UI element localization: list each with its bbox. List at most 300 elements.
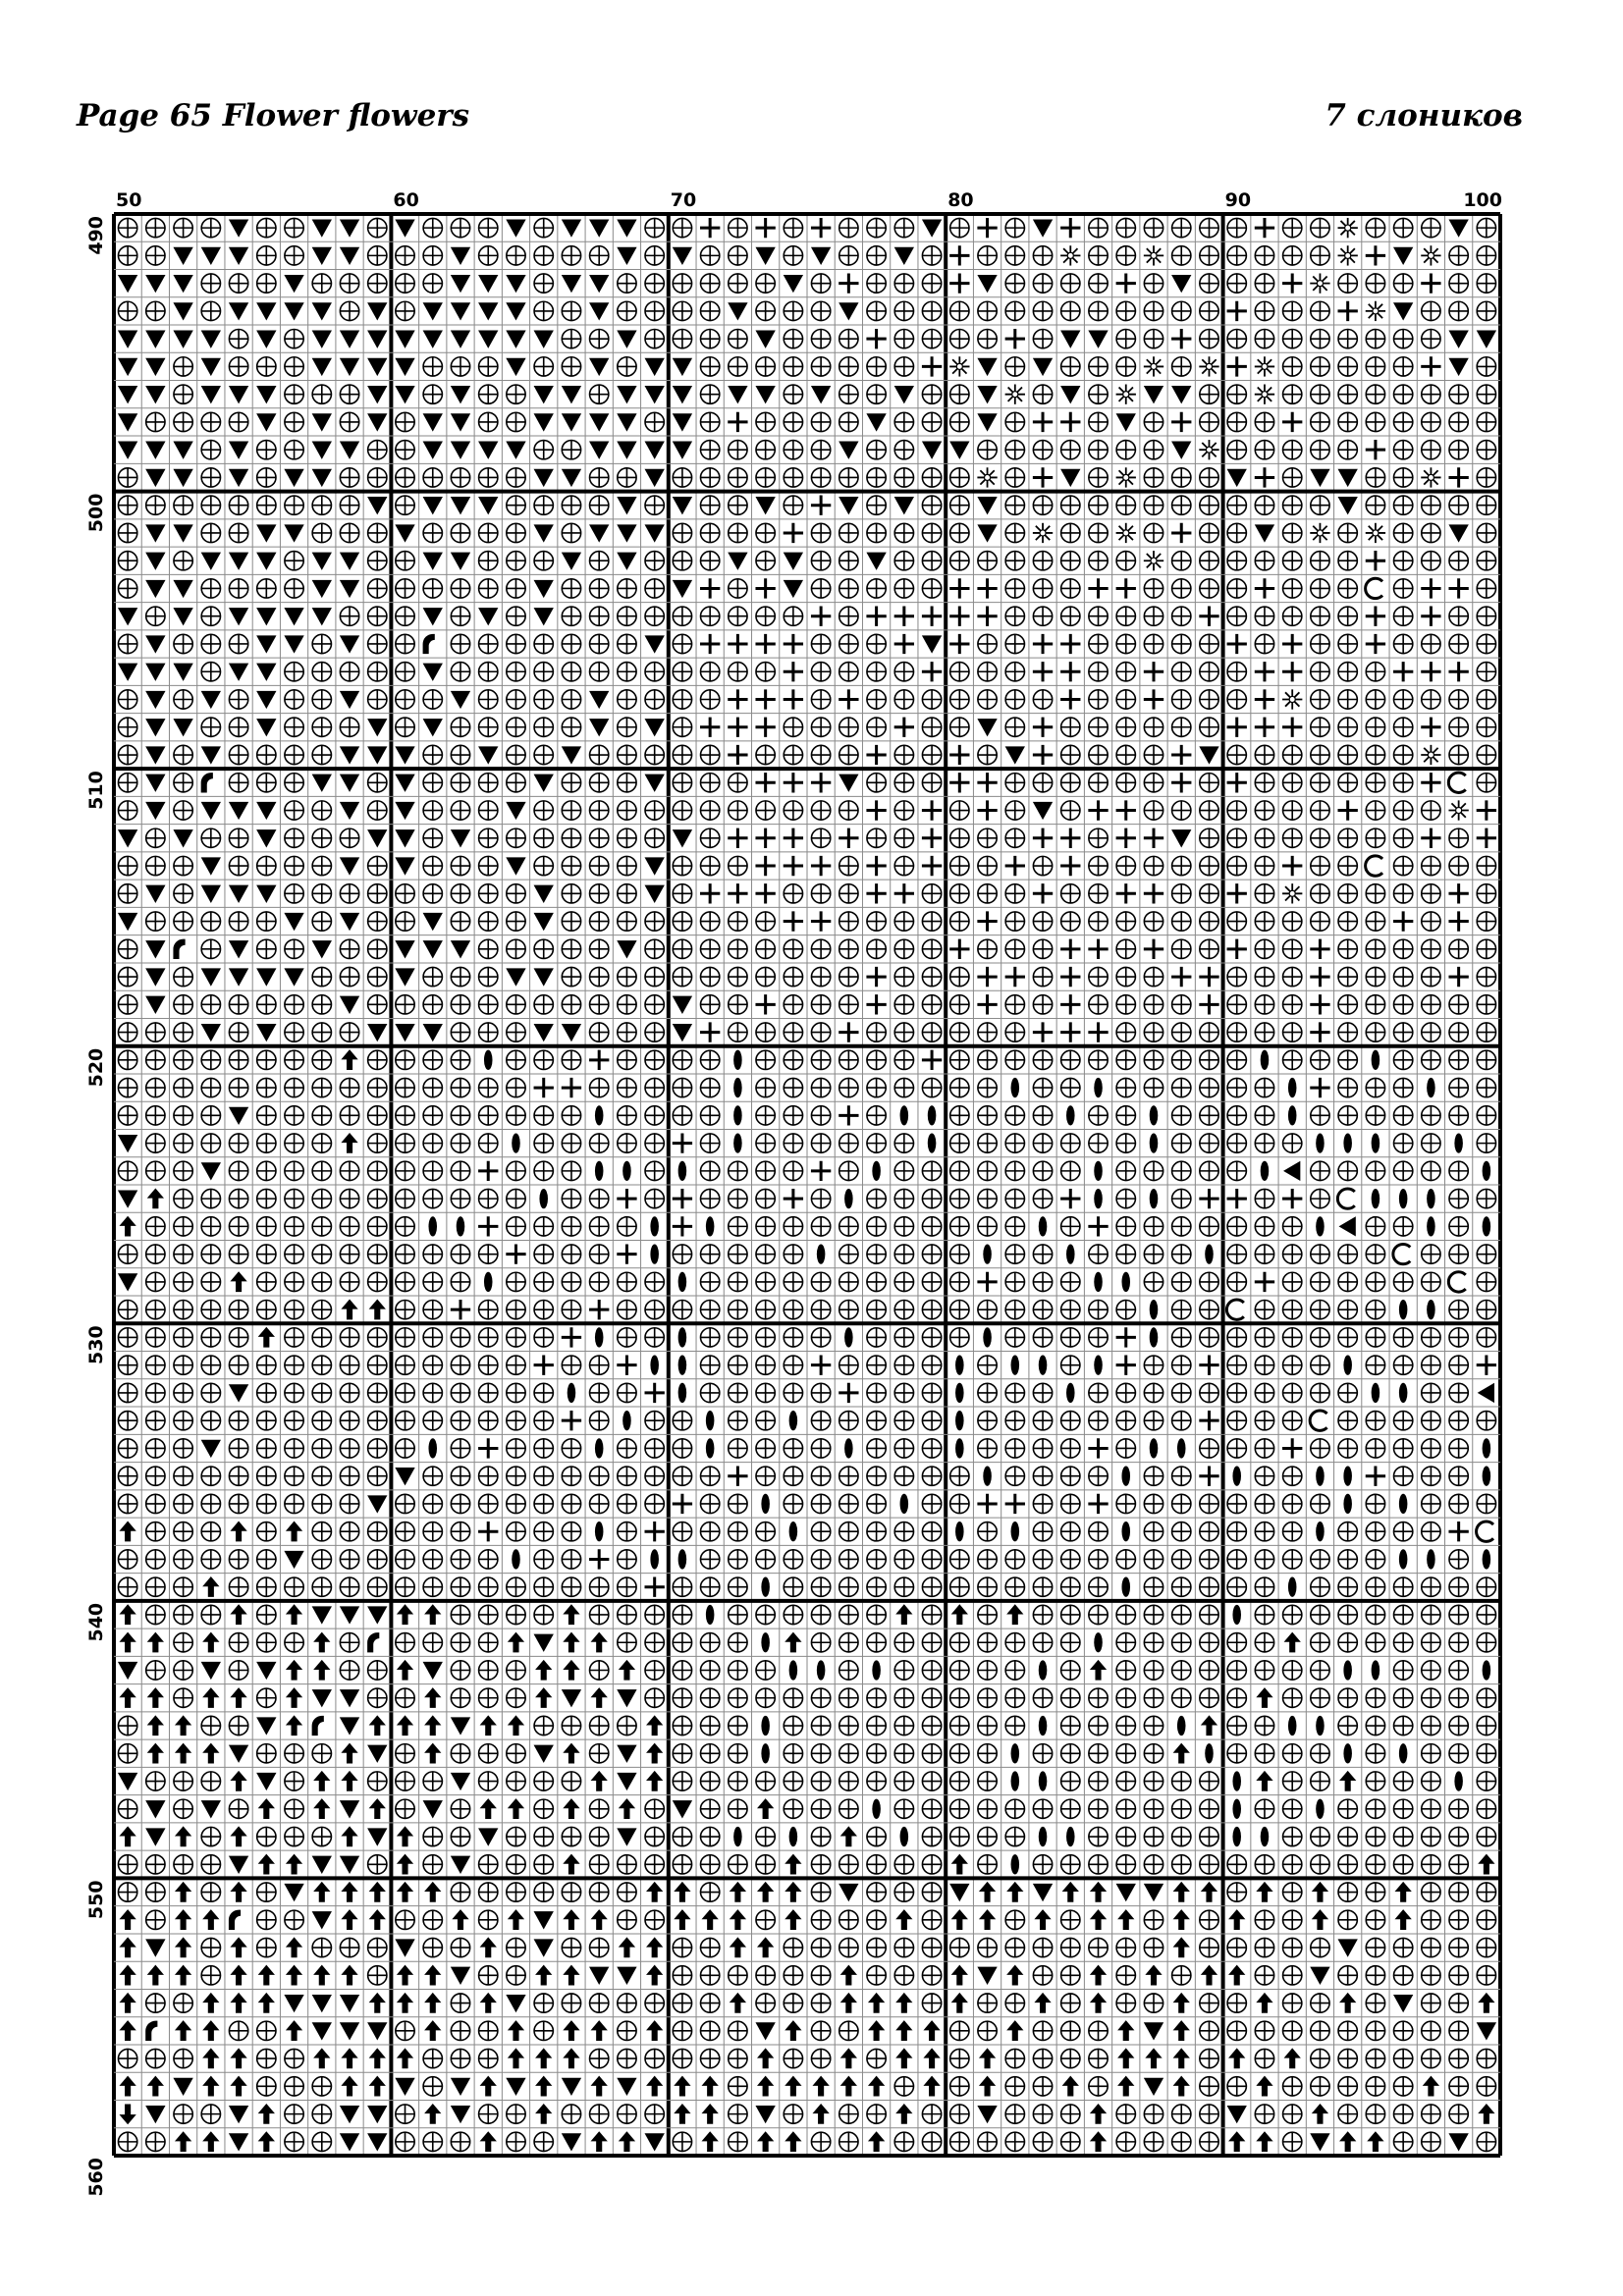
stitch-arrow-up <box>979 1909 996 1930</box>
stitch-oval <box>1150 1300 1159 1319</box>
stitch-circle-cross <box>1116 1855 1135 1874</box>
stitch-plus <box>728 412 747 432</box>
stitch-triangle-down <box>395 219 414 237</box>
stitch-triangle-down <box>118 1190 137 1207</box>
stitch-circle-cross <box>1449 1356 1468 1374</box>
stitch-circle-cross <box>312 995 331 1014</box>
stitch-circle-cross <box>1061 1134 1080 1152</box>
stitch-circle-cross <box>174 1439 192 1458</box>
stitch-circle-cross <box>922 523 941 542</box>
stitch-circle-cross <box>1366 663 1384 681</box>
stitch-circle-cross <box>1311 663 1329 681</box>
stitch-plus <box>1448 662 1468 681</box>
stitch-circle-cross <box>396 1577 414 1596</box>
stitch-arrow-up <box>1201 1715 1217 1735</box>
stitch-circle-cross <box>146 1272 165 1291</box>
stitch-circle-cross <box>285 412 303 431</box>
stitch-circle-cross <box>1311 1550 1329 1569</box>
stitch-circle-cross <box>534 2021 553 2040</box>
stitch-circle-cross <box>1033 995 1052 1014</box>
stitch-circle-cross <box>1200 1078 1218 1096</box>
stitch-circle-cross <box>229 1217 247 1236</box>
stitch-arrow-up <box>1034 1993 1051 2013</box>
stitch-circle-cross <box>479 357 498 376</box>
stitch-circle-cross <box>368 690 387 709</box>
stitch-triangle-down <box>1338 469 1358 487</box>
stitch-plus <box>1088 1022 1108 1041</box>
stitch-circle-cross <box>368 1550 387 1569</box>
stitch-plus <box>977 578 997 598</box>
stitch-circle-cross <box>1422 939 1440 958</box>
stitch-circle-cross <box>1477 1938 1495 1956</box>
stitch-triangle-down <box>256 331 276 348</box>
stitch-circle-cross <box>1116 663 1135 681</box>
stitch-circle-cross <box>1394 801 1413 820</box>
stitch-circle-cross <box>811 690 830 709</box>
stitch-circle-cross <box>673 1827 691 1845</box>
stitch-circle-cross <box>1061 2132 1080 2151</box>
stitch-circle-cross <box>1089 357 1108 376</box>
stitch-plus <box>755 856 775 876</box>
stitch-arrow-up <box>480 2131 497 2152</box>
stitch-arrow-up <box>840 1826 857 1846</box>
stitch-circle-cross <box>340 939 358 958</box>
stitch-circle-cross <box>507 1661 525 1680</box>
stitch-circle-cross <box>229 1189 247 1207</box>
stitch-circle-cross <box>729 2105 747 2123</box>
stitch-circle-cross <box>507 1300 525 1318</box>
stitch-circle-cross <box>950 1633 969 1652</box>
stitch-triangle-down <box>284 302 303 320</box>
stitch-plus <box>589 1300 609 1319</box>
stitch-circle-cross <box>1311 385 1329 403</box>
stitch-circle-cross <box>839 856 858 875</box>
stitch-circle-cross <box>922 1883 941 1901</box>
stitch-circle-cross <box>340 1328 358 1347</box>
stitch-circle-cross <box>645 828 664 847</box>
stitch-circle-cross <box>1116 218 1135 237</box>
stitch-circle-cross <box>590 774 609 792</box>
stitch-arrow-up <box>202 1909 219 1930</box>
stitch-plus <box>1171 773 1191 792</box>
stitch-circle-cross <box>950 329 969 347</box>
stitch-arrow-up <box>397 1715 413 1735</box>
stitch-circle-cross <box>285 1910 303 1929</box>
stitch-circle-cross <box>118 1161 136 1180</box>
stitch-arrow-up <box>119 1826 135 1846</box>
stitch-plus <box>811 218 831 238</box>
stitch-circle-cross <box>1227 412 1246 431</box>
stitch-circle-cross <box>1477 884 1495 903</box>
stitch-circle-cross <box>922 1799 941 1818</box>
stitch-arrow-up <box>1312 2104 1328 2124</box>
stitch-triangle-down <box>312 1689 332 1707</box>
stitch-circle-cross <box>1283 995 1302 1014</box>
stitch-circle-cross <box>894 967 913 986</box>
stitch-circle-cross <box>839 1134 858 1152</box>
stitch-triangle-down <box>534 1634 554 1652</box>
stitch-plus <box>1227 773 1247 792</box>
stitch-oval <box>1039 1356 1048 1375</box>
stitch-circle-cross <box>978 1356 997 1374</box>
stitch-circle-cross <box>1394 1134 1413 1152</box>
stitch-circle-cross <box>922 1938 941 1956</box>
stitch-triangle-down <box>423 608 443 625</box>
stitch-triangle-down <box>145 664 165 681</box>
stitch-arrow-up <box>1145 1965 1162 1986</box>
stitch-plus <box>811 773 831 792</box>
stitch-circle-cross <box>784 1300 802 1318</box>
stitch-circle-cross <box>1227 1439 1246 1458</box>
stitch-circle-cross <box>1255 1383 1273 1402</box>
stitch-triangle-down <box>118 1135 137 1152</box>
stitch-circle-cross <box>950 856 969 875</box>
stitch-circle-cross <box>312 1217 331 1236</box>
stitch-circle-cross <box>1116 2132 1135 2151</box>
stitch-arrow-up <box>1173 1909 1190 1930</box>
stitch-plus <box>866 883 886 903</box>
stitch-circle-cross <box>1477 1605 1495 1624</box>
stitch-plus <box>1060 939 1080 959</box>
stitch-circle-cross <box>451 634 469 653</box>
stitch-circle-cross <box>811 1050 830 1069</box>
stitch-circle-cross <box>340 1383 358 1402</box>
stitch-circle-cross <box>368 663 387 681</box>
stitch-circle-cross <box>811 274 830 293</box>
stitch-arrow-up <box>1173 1882 1190 1902</box>
stitch-circle-cross <box>423 1522 442 1541</box>
stitch-circle-cross <box>1116 1023 1135 1041</box>
stitch-arrow-up <box>730 1882 746 1902</box>
stitch-plus <box>1255 218 1274 238</box>
stitch-circle-cross <box>950 718 969 736</box>
stitch-circle-cross <box>894 1412 913 1430</box>
stitch-circle-cross <box>1116 1383 1135 1402</box>
stitch-circle-cross <box>507 939 525 958</box>
stitch-circle-cross <box>1449 1217 1468 1236</box>
stitch-circle-cross <box>1089 1522 1108 1541</box>
stitch-circle-cross <box>257 1106 276 1125</box>
stitch-triangle-down <box>145 553 165 570</box>
stitch-circle-cross <box>312 1439 331 1458</box>
stitch-quarter-moon <box>229 1910 241 1930</box>
stitch-circle-cross <box>368 1938 387 1956</box>
stitch-circle-cross <box>701 607 720 625</box>
stitch-circle-cross <box>368 1245 387 1263</box>
stitch-circle-cross <box>479 246 498 265</box>
stitch-circle-cross <box>1422 1633 1440 1652</box>
stitch-circle-cross <box>118 1494 136 1513</box>
stitch-arrow-up <box>341 1049 357 1070</box>
stitch-circle-cross <box>867 1467 886 1485</box>
stitch-oval <box>622 1411 631 1430</box>
stitch-circle-cross <box>1477 1023 1495 1041</box>
stitch-circle-cross <box>451 1272 469 1291</box>
chart-row-535 <box>118 1467 1490 1486</box>
stitch-circle-cross <box>1005 523 1024 542</box>
stitch-triangle-down <box>977 524 997 542</box>
stitch-circle-cross <box>534 1883 553 1901</box>
stitch-circle-cross <box>1144 218 1163 237</box>
stitch-circle-cross <box>950 412 969 431</box>
stitch-circle-cross <box>146 412 165 431</box>
stitch-circle-cross <box>978 1744 997 1763</box>
stitch-circle-cross <box>1200 1494 1218 1513</box>
stitch-plus <box>1255 578 1274 598</box>
stitch-circle-cross <box>618 663 636 681</box>
stitch-circle-cross <box>867 1383 886 1402</box>
stitch-circle-cross <box>451 1605 469 1624</box>
stitch-circle-cross <box>534 496 553 514</box>
stitch-circle-cross <box>1311 828 1329 847</box>
stitch-circle-cross <box>1089 1938 1108 1956</box>
stitch-plus <box>1421 773 1440 792</box>
stitch-plus <box>1282 662 1302 681</box>
stitch-triangle-left <box>1339 1216 1356 1236</box>
stitch-arrow-up <box>424 1993 441 2013</box>
stitch-triangle-down <box>451 691 470 709</box>
stitch-circle-cross <box>368 468 387 487</box>
stitch-circle-cross <box>1255 1938 1273 1956</box>
stitch-circle-cross <box>1005 1938 1024 1956</box>
stitch-arrow-up <box>784 1632 801 1653</box>
stitch-plus <box>811 1356 831 1375</box>
stitch-circle-cross <box>1422 912 1440 931</box>
stitch-circle-cross <box>174 995 192 1014</box>
stitch-circle-cross <box>146 1910 165 1929</box>
stitch-circle-cross <box>423 884 442 903</box>
stitch-arrow-up <box>175 1937 191 1957</box>
stitch-triangle-down <box>755 497 775 514</box>
stitch-circle-cross <box>1422 1328 1440 1347</box>
stitch-oval <box>761 1743 770 1763</box>
stitch-oval <box>761 1716 770 1735</box>
stitch-triangle-down <box>229 442 248 459</box>
stitch-plus <box>673 1494 692 1514</box>
stitch-circle-cross <box>257 1383 276 1402</box>
stitch-arrow-up <box>147 1188 164 1208</box>
stitch-triangle-down <box>922 635 942 653</box>
stitch-triangle-down <box>173 829 192 847</box>
stitch-arrow-up <box>286 1965 302 1986</box>
stitch-plus <box>1033 634 1053 654</box>
stitch-circle-cross <box>867 912 886 931</box>
stitch-circle-cross <box>1033 385 1052 403</box>
stitch-circle-cross <box>368 1577 387 1596</box>
stitch-circle-cross <box>590 552 609 570</box>
stitch-plus <box>1060 967 1080 987</box>
stitch-circle-cross <box>1005 1550 1024 1569</box>
stitch-arrow-up <box>923 2020 940 2041</box>
stitch-plus <box>1171 329 1191 348</box>
stitch-plus <box>1199 994 1218 1014</box>
stitch-circle-cross <box>894 774 913 792</box>
stitch-plus <box>839 1022 858 1041</box>
stitch-circle-cross <box>1200 2132 1218 2151</box>
stitch-circle-cross <box>451 1577 469 1596</box>
stitch-circle-cross <box>146 1522 165 1541</box>
stitch-circle-cross <box>950 1161 969 1180</box>
stitch-arrow-up <box>1090 2104 1107 2124</box>
stitch-circle-cross <box>562 1217 580 1236</box>
stitch-circle-cross <box>257 745 276 764</box>
stitch-circle-cross <box>1172 1328 1191 1347</box>
stitch-plus <box>755 994 775 1014</box>
stitch-circle-cross <box>479 634 498 653</box>
stitch-circle-cross <box>618 1439 636 1458</box>
stitch-circle-cross <box>784 1328 802 1347</box>
stitch-crescent <box>1393 1244 1410 1263</box>
stitch-circle-cross <box>1338 1855 1357 1874</box>
stitch-arrow-up <box>535 2048 552 2068</box>
stitch-circle-cross <box>701 1161 720 1180</box>
stitch-circle-cross <box>507 552 525 570</box>
stitch-plus <box>1477 828 1496 848</box>
stitch-circle-cross <box>978 301 997 320</box>
stitch-circle-cross <box>368 967 387 986</box>
stitch-circle-cross <box>1311 1383 1329 1402</box>
stitch-arrow-up <box>1312 1882 1328 1902</box>
stitch-circle-cross <box>174 912 192 931</box>
stitch-circle-cross <box>978 1577 997 1596</box>
stitch-circle-cross <box>756 441 775 459</box>
stitch-circle-cross <box>534 1439 553 1458</box>
stitch-triangle-down <box>1393 247 1413 265</box>
stitch-circle-cross <box>894 1550 913 1569</box>
stitch-plus <box>866 329 886 348</box>
stitch-circle-cross <box>1366 1799 1384 1818</box>
stitch-circle-cross <box>1394 274 1413 293</box>
stitch-circle-cross <box>922 939 941 958</box>
stitch-oval <box>733 1105 742 1125</box>
stitch-circle-cross <box>396 1217 414 1236</box>
stitch-plus <box>1477 1356 1496 1375</box>
stitch-circle-cross <box>340 1412 358 1430</box>
stitch-circle-cross <box>1033 246 1052 265</box>
stitch-circle-cross <box>784 246 802 265</box>
stitch-plus <box>949 773 969 792</box>
stitch-plus <box>784 828 803 848</box>
column-label: 90 <box>1224 189 1252 211</box>
stitch-circle-cross <box>146 1439 165 1458</box>
stitch-plus <box>1060 412 1080 432</box>
stitch-circle-cross <box>1116 856 1135 875</box>
stitch-circle-cross <box>784 468 802 487</box>
stitch-circle-cross <box>174 1300 192 1318</box>
stitch-circle-cross <box>590 1217 609 1236</box>
stitch-circle-cross <box>701 1883 720 1901</box>
stitch-circle-cross <box>451 1994 469 2012</box>
stitch-oval <box>1066 1383 1075 1403</box>
stitch-circle-cross <box>1172 357 1191 376</box>
stitch-quarter-moon <box>367 1632 379 1652</box>
stitch-plus <box>839 1105 858 1125</box>
stitch-circle-cross <box>645 995 664 1014</box>
stitch-arrow-up <box>1173 2076 1190 2097</box>
stitch-triangle-down <box>1448 331 1468 348</box>
stitch-circle-cross <box>1338 828 1357 847</box>
stitch-circle-cross <box>1255 1855 1273 1874</box>
stitch-circle-cross <box>1089 1106 1108 1125</box>
stitch-triangle-down <box>145 996 165 1014</box>
stitch-circle-cross <box>618 967 636 986</box>
stitch-circle-cross <box>922 745 941 764</box>
stitch-arrow-up <box>119 2020 135 2041</box>
stitch-circle-cross <box>451 1106 469 1125</box>
stitch-circle-cross <box>922 2132 941 2151</box>
stitch-circle-cross <box>1477 496 1495 514</box>
stitch-circle-cross <box>479 523 498 542</box>
stitch-circle-cross <box>867 1412 886 1430</box>
stitch-arrow-up <box>1117 1909 1134 1930</box>
stitch-plus <box>1199 1467 1218 1486</box>
stitch-arrow-up <box>341 1909 357 1930</box>
stitch-circle-cross <box>922 1522 941 1541</box>
stitch-circle-cross <box>534 1412 553 1430</box>
stitch-oval <box>817 1660 826 1680</box>
stitch-circle-cross <box>922 1661 941 1680</box>
stitch-plus <box>1060 994 1080 1014</box>
stitch-circle-cross <box>562 718 580 736</box>
stitch-circle-cross <box>894 1078 913 1096</box>
stitch-circle-cross <box>1283 1217 1302 1236</box>
stitch-oval <box>1066 1827 1075 1846</box>
stitch-triangle-down <box>367 2133 387 2151</box>
stitch-circle-cross <box>1283 2021 1302 2040</box>
stitch-circle-cross <box>701 801 720 820</box>
stitch-circle-cross <box>146 1161 165 1180</box>
stitch-circle-cross <box>784 1938 802 1956</box>
stitch-circle-cross <box>1477 468 1495 487</box>
stitch-circle-cross <box>201 1605 220 1624</box>
stitch-circle-cross <box>1033 2105 1052 2123</box>
stitch-plus <box>1199 607 1218 626</box>
stitch-triangle-down <box>229 664 248 681</box>
stitch-circle-cross <box>1255 1661 1273 1680</box>
stitch-circle-cross <box>1172 1633 1191 1652</box>
stitch-arrow-up <box>1173 1937 1190 1957</box>
stitch-circle-cross <box>1200 523 1218 542</box>
stitch-plus <box>922 1050 942 1070</box>
stitch-triangle-down <box>145 719 165 736</box>
stitch-arrow-up <box>563 1854 579 1875</box>
stitch-circle-cross <box>340 1078 358 1096</box>
stitch-circle-cross <box>978 884 997 903</box>
stitch-arrow-up <box>895 2104 912 2124</box>
stitch-circle-cross <box>1255 856 1273 875</box>
stitch-triangle-down <box>617 1689 636 1707</box>
stitch-circle-cross <box>1172 2105 1191 2123</box>
stitch-circle-cross <box>839 1050 858 1069</box>
stitch-circle-cross <box>1200 1633 1218 1652</box>
stitch-circle-cross <box>1394 1827 1413 1845</box>
stitch-circle-cross <box>978 634 997 653</box>
stitch-plus <box>1448 1522 1468 1541</box>
stitch-oval <box>1094 1356 1103 1375</box>
stitch-circle-cross <box>1422 1272 1440 1291</box>
stitch-circle-cross <box>340 385 358 403</box>
stitch-circle-cross <box>1033 1966 1052 1985</box>
stitch-oval <box>1288 1577 1297 1597</box>
stitch-circle-cross <box>1227 607 1246 625</box>
stitch-circle-cross <box>673 1605 691 1624</box>
stitch-circle-cross <box>756 1189 775 1207</box>
stitch-circle-cross <box>1089 552 1108 570</box>
stitch-circle-cross <box>312 1550 331 1569</box>
stitch-circle-cross <box>312 856 331 875</box>
stitch-circle-cross <box>534 1994 553 2012</box>
stitch-circle-cross <box>1366 1577 1384 1596</box>
